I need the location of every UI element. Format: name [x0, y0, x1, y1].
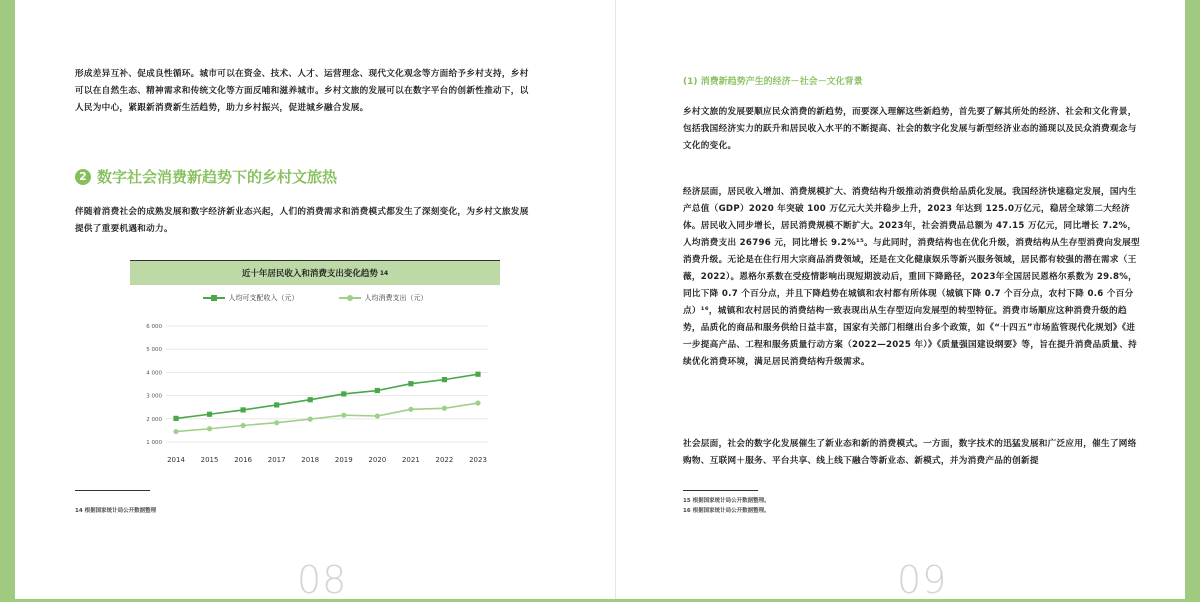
legend-item-income: [203, 293, 299, 303]
left-footnote-rule: [75, 490, 150, 491]
data-point: [408, 407, 413, 412]
legend-label-income: 人均可支配收入（元）: [228, 294, 299, 302]
data-point: [475, 372, 480, 377]
left-page: [75, 0, 535, 602]
sub-heading: (1) 消费新趋势产生的经济－社会－文化背景: [683, 77, 863, 87]
y-tick-label: 4 000: [146, 370, 162, 377]
x-tick-label: 2018: [301, 456, 320, 464]
x-tick-label: 2016: [234, 456, 253, 464]
data-point: [408, 381, 413, 386]
right-page-number: 09: [897, 558, 948, 602]
data-point: [375, 388, 380, 393]
x-tick-label: 2015: [200, 456, 219, 464]
data-point: [241, 407, 246, 412]
data-point: [241, 423, 246, 428]
data-point: [207, 412, 212, 417]
page-gutter: [615, 0, 616, 599]
data-point: [341, 391, 346, 396]
legend-item-spending: [339, 293, 428, 303]
right-page: [683, 0, 1143, 602]
x-tick-label: 2019: [334, 456, 353, 464]
x-tick-label: 2021: [401, 456, 420, 464]
data-point: [442, 377, 447, 382]
chart-legend: [130, 293, 500, 303]
right-footnote-rule: [683, 490, 758, 491]
left-footnote: 14 根据国家统计局公开数据整理: [75, 508, 157, 514]
data-point: [442, 406, 447, 411]
chart-title: 近十年居民收入和消费支出变化趋势: [241, 269, 378, 279]
data-point: [274, 420, 279, 425]
data-point: [173, 429, 178, 434]
series-line-0: [176, 374, 478, 418]
y-tick-label: 3 000: [146, 393, 162, 400]
x-tick-label: 2023: [469, 456, 487, 464]
left-page-number: 08: [297, 558, 348, 602]
right-paragraph-1: 乡村文旅的发展要顺应民众消费的新趋势，而要深入理解这些新趋势，首先要了解其所处的经济、社会和文化背景，包括我国经济实力的跃升和居民收入水平的不断提高、社会的数字化发展与新型经济业态的涌现以及民众消费观念与文化的变化。: [683, 107, 1137, 151]
x-tick-label: 2014: [167, 456, 185, 464]
section-number-badge: 2: [75, 169, 91, 185]
y-tick-label: 6 000: [146, 324, 162, 330]
document-spread: [15, 0, 1185, 602]
y-tick-label: 5 000: [146, 347, 162, 354]
right-footnote-15: 15 根据国家统计局公开数据整理。: [683, 498, 770, 504]
income-spending-chart: [130, 260, 500, 480]
data-point: [274, 402, 279, 407]
data-point: [308, 397, 313, 402]
data-point: [207, 426, 212, 431]
x-tick-label: 2022: [435, 456, 454, 464]
chart-title-footnote: 14: [379, 269, 389, 277]
section-heading: [75, 166, 337, 187]
data-point: [308, 417, 313, 422]
x-tick-label: 2017: [267, 456, 286, 464]
right-paragraph-3: 社会层面，社会的数字化发展催生了新业态和新的消费模式。一方面，数字技术的迅猛发展和广泛应用，催生了网络购物、互联网＋服务、平台共享、线上线下融合等新业态、新模式，并为消费产品的创新提: [683, 439, 1137, 466]
legend-label-spending: 人均消费支出（元）: [364, 294, 428, 302]
right-footnote-16: 16 根据国家统计局公开数据整理。: [683, 508, 770, 514]
left-paragraph-2: 伴随着消费社会的成熟发展和数字经济新业态兴起，人们的消费需求和消费模式都发生了深刻变化，为乡村文旅发展提供了重要机遇和动力。: [75, 207, 529, 234]
y-tick-label: 2 000: [146, 416, 162, 423]
chart-title-bar: [130, 260, 500, 285]
section-title: 数字社会消费新趋势下的乡村文旅热: [97, 168, 338, 186]
y-tick-label: 1 000: [146, 440, 162, 446]
right-paragraph-2: 经济层面，居民收入增加、消费规模扩大、消费结构升级推动消费供给品质化发展。我国经济快速稳定发展，国内生产总值（GDP）2020 年突破 100 万亿元大关并稳步上升，2023 年达到 125.0万亿元，稳居全球第二大经济体。居民收入同步增长，居民消费规模不断扩大。2023年，社会消费品总额为 47.15 万亿元，同比增长 7.2%，人均消费支出 26796 元，同比增长 9.2%¹⁵。与此同时，消费结构也在优化升级，消费结构从生存型消费向发展型消费升级。无论是在住行用大宗商品消费领域，还是在文化健康娱乐等新兴服务领域，居民都有较强的潜在需求（王薇，2022）。恩格尔系数在受疫情影响出现短期波动后，重回下降路径，2023年全国居民恩格尔系数为 29.8%，同比下降 0.7 个百分点，并且下降趋势在城镇和农村都有所体现（城镇下降 0.7 个百分点，农村下降 0.6 个百分点）¹⁶，城镇和农村居民的消费结构一致表现出从生存型迈向发展型的转型特征。消费市场顺应这种消费升级的趋势，品质化的商品和服务供给日益丰富，国家有关部门相继出台多个政策，如《“十四五”市场监管现代化规划》《进一步提高产品、工程和服务质量行动方案（2022—2025 年）》《质量强国建设纲要》等，旨在提升消费品质量、持续优化消费环境，满足居民消费结构升级需求。: [683, 187, 1140, 367]
data-point: [475, 400, 480, 405]
chart-plot: [130, 316, 500, 476]
data-point: [173, 416, 178, 421]
data-point: [341, 413, 346, 418]
data-point: [375, 413, 380, 418]
left-paragraph-1: 形成差异互补、促成良性循环。城市可以在资金、技术、人才、运营理念、现代文化观念等方面给予乡村支持，乡村可以在自然生态、精神需求和传统文化等方面反哺和滋养城市。乡村文旅的发展可以在数字平台的创新性推动下，以人民为中心，紧跟新消费新生活趋势，助力乡村振兴，促进城乡融合发展。: [75, 69, 529, 113]
x-tick-label: 2020: [368, 456, 387, 464]
series-line-1: [176, 403, 478, 432]
